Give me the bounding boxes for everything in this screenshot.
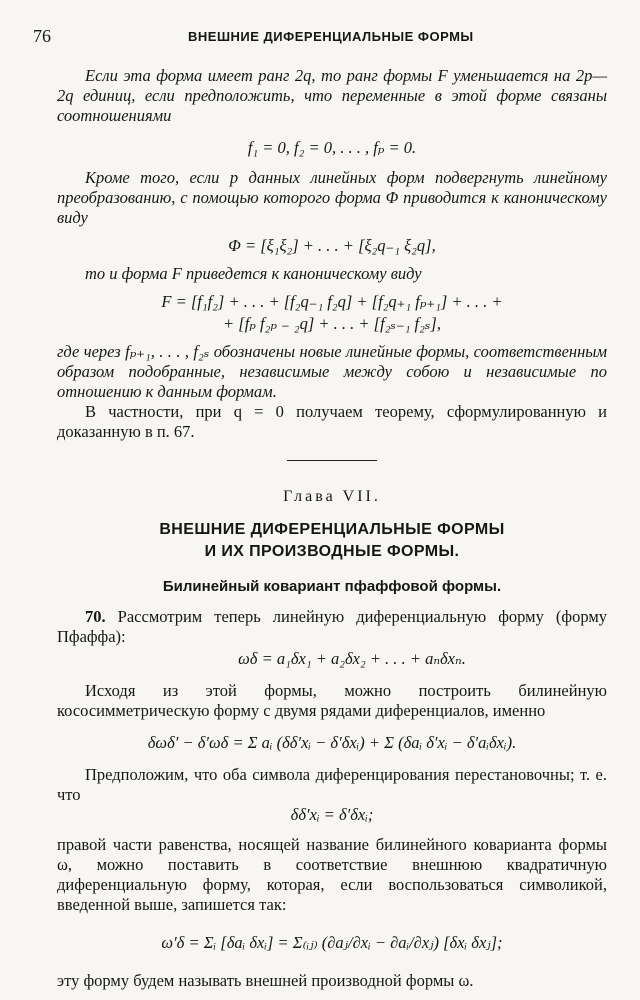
paragraph-7: Исходя из этой формы, можно построить билинейную кососимметрическую форму с двумя рядами диференциалов, именно (57, 681, 607, 720)
paragraph-6-text: Рассмотрим теперь линейную диференциальную форму (форму Пфаффа): (57, 607, 608, 646)
formula-3-line-2: + [fₚ f₂ₚ ₋ ₂q] + . . . + [f₂ₛ₋₁ f₂ₛ], (223, 314, 441, 333)
paragraph-8: Предположим, что оба символа диференцирования перестановочны; т. е. что (57, 765, 607, 804)
chapter-label: Глава VII. (283, 488, 381, 505)
chapter-title-line-2: И ИХ ПРОИЗВОДНЫЕ ФОРМЫ. (204, 543, 460, 560)
formula-6: δδ′xᵢ = δ′δxᵢ; (290, 805, 374, 824)
paragraph-10: эту форму будем называть внешней производной формы ω. (57, 971, 474, 990)
paragraph-1: Если эта форма имеет ранг 2q, то ранг формы F уменьшается на 2p—2q единиц, если предположить, что переменные в этой форме связаны соотношениями (57, 66, 607, 125)
formula-2: Φ = [ξ₁ξ₂] + . . . + [ξ₂q₋₁ ξ₂q], (228, 236, 436, 255)
formula-4: ωδ = a₁δx₁ + a₂δx₂ + . . . + aₙδxₙ. (238, 649, 466, 668)
formula-7: ω′δ = Σᵢ [δaᵢ δxᵢ] = Σ₍ᵢⱼ₎ (∂aⱼ/∂xᵢ − ∂aᵢ/∂xⱼ) [δxᵢ δxⱼ]; (161, 933, 503, 952)
chapter-title-line-1: ВНЕШНИЕ ДИФЕРЕНЦИАЛЬНЫЕ ФОРМЫ (159, 521, 505, 538)
formula-3-line-1: F = [f₁f₂] + . . . + [f₂q₋₁ f₂q] + [f₂q₊₁ fₚ₊₁] + . . . + (161, 292, 503, 311)
paragraph-5: В частности, при q = 0 получаем теорему, сформулированную и доказанную в п. 67. (57, 402, 607, 441)
paragraph-9: правой части равенства, носящей название билинейного коварианта формы ω, можно поставить в соответствие внешнюю квадратичную диференциальную форму, которая, если воспользоваться символикой, введенной выше, запишется так: (57, 835, 607, 914)
section-title: Билинейный ковариант пфаффовой формы. (162, 578, 502, 595)
paragraph-2: Кроме того, если p данных линейных форм подвергнуть линейному преобразованию, с помощью которого форма Φ приводится к каноническому виду (57, 168, 607, 227)
page-number: 76 (33, 26, 51, 46)
formula-1: f₁ = 0, f₂ = 0, . . . , fₚ = 0. (247, 138, 417, 157)
paragraph-4: где через fₚ₊₁, . . . , f₂ₛ обозначены новые линейные формы, соответственным образом подобранные, независимые между собою и независимые по отношению к данным формам. (57, 342, 607, 401)
running-title: ВНЕШНИЕ ДИФЕРЕНЦИАЛЬНЫЕ ФОРМЫ (188, 29, 474, 44)
formula-5: δωδ′ − δ′ωδ = Σ aᵢ (δδ′xᵢ − δ′δxᵢ) + Σ (δaᵢ δ′xᵢ − δ′aᵢδxᵢ). (147, 733, 517, 752)
separator-rule (287, 460, 377, 461)
paragraph-6 (57, 607, 607, 647)
page-header (33, 26, 600, 48)
page-body (57, 66, 607, 991)
section-number: 70. (85, 607, 106, 626)
paragraph-3: то и форма F приведется к каноническому виду (85, 264, 422, 283)
